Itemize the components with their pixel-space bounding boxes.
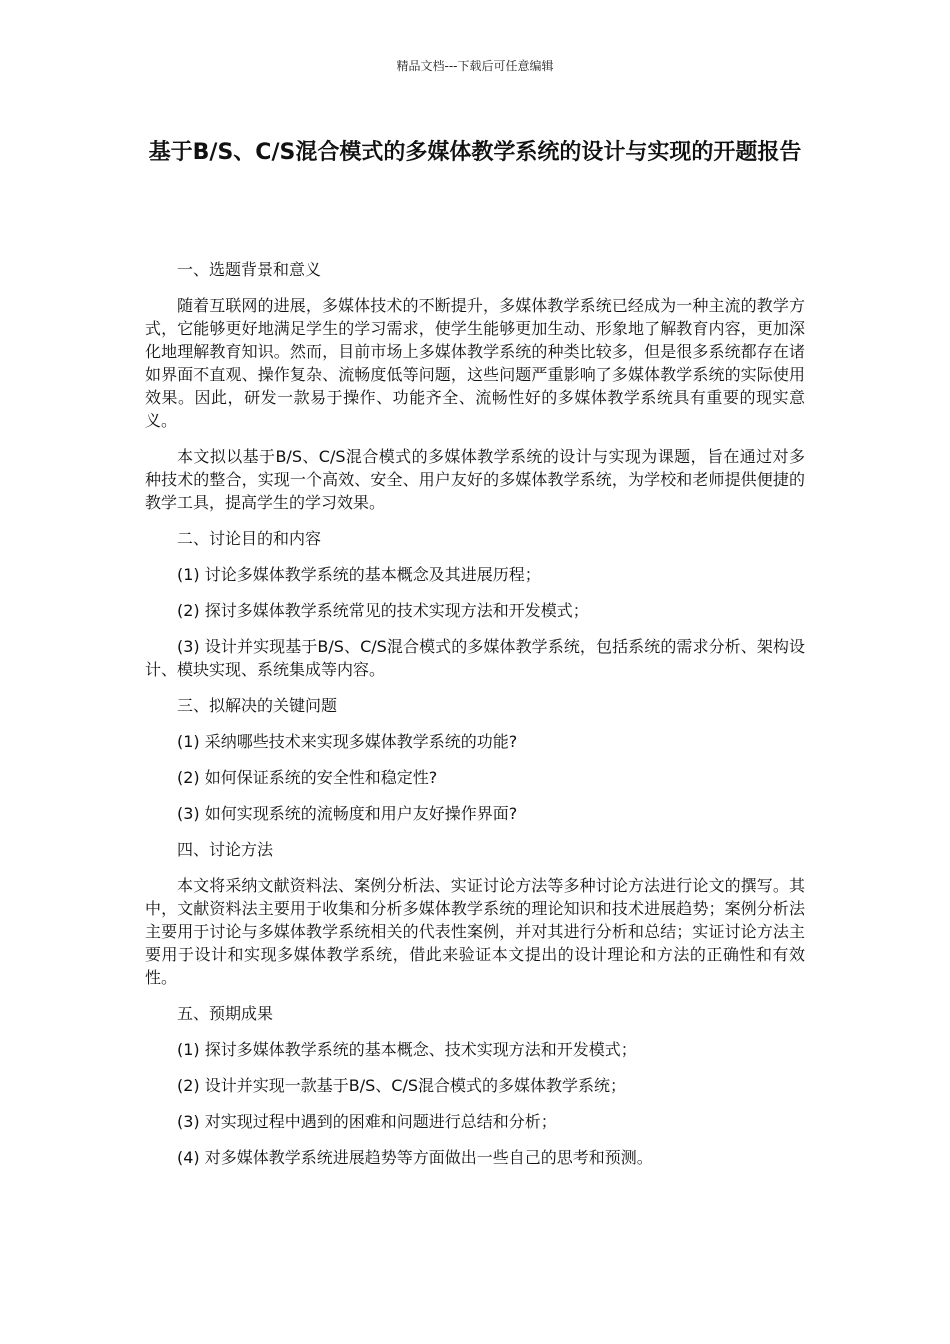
section-heading-background: 一、选题背景和意义	[177, 260, 322, 279]
list-item: (3) 对实现过程中遇到的困难和问题进行总结和分析；	[177, 1112, 557, 1131]
paragraph-background-2: 本文拟以基于B/S、C/S混合模式的多媒体教学系统的设计与实现为课题，旨在通过对多种技术的整合，实现一个高效、安全、用户友好的多媒体教学系统，为学校和老师提供便捷的教学工具，提高学生的学习效果。	[145, 447, 805, 512]
list-item: (2) 设计并实现一款基于B/S、C/S混合模式的多媒体教学系统；	[177, 1076, 626, 1095]
list-item: (4) 对多媒体教学系统进展趋势等方面做出一些自己的思考和预测。	[177, 1148, 653, 1167]
document-body	[145, 258, 805, 1182]
section-heading-methods: 四、讨论方法	[177, 840, 274, 859]
section-heading-key-problems: 三、拟解决的关键问题	[177, 696, 338, 715]
page-header-note: 精品文档---下载后可任意编辑	[396, 59, 554, 73]
list-item: (2) 如何保证系统的安全性和稳定性?	[177, 768, 438, 787]
list-item: (1) 探讨多媒体教学系统的基本概念、技术实现方法和开发模式；	[177, 1040, 637, 1059]
paragraph-methods: 本文将采纳文献资料法、案例分析法、实证讨论方法等多种讨论方法进行论文的撰写。其中，文献资料法主要用于收集和分析多媒体教学系统的理论知识和技术进展趋势；案例分析法主要用于讨论与多媒体教学系统相关的代表性案例，并对其进行分析和总结；实证讨论方法主要用于设计和实现多媒体教学系统，借此来验证本文提出的设计理论和方法的正确性和有效性。	[145, 876, 805, 987]
section-heading-expected-results: 五、预期成果	[177, 1004, 274, 1023]
list-item: (3) 如何实现系统的流畅度和用户友好操作界面?	[177, 804, 518, 823]
document-title: 基于B/S、C/S混合模式的多媒体教学系统的设计与实现的开题报告	[148, 140, 802, 165]
paragraph-background-1: 随着互联网的进展，多媒体技术的不断提升，多媒体教学系统已经成为一种主流的教学方式，它能够更好地满足学生的学习需求，使学生能够更加生动、形象地了解教育内容，更加深化地理解教育知识。然而，目前市场上多媒体教学系统的种类比较多，但是很多系统都存在诸如界面不直观、操作复杂、流畅度低等问题，这些问题严重影响了多媒体教学系统的实际使用效果。因此，研发一款易于操作、功能齐全、流畅性好的多媒体教学系统具有重要的现实意义。	[145, 296, 805, 430]
section-heading-objectives: 二、讨论目的和内容	[177, 529, 322, 548]
list-item: (3) 设计并实现基于B/S、C/S混合模式的多媒体教学系统，包括系统的需求分析、架构设计、模块实现、系统集成等内容。	[145, 637, 805, 679]
list-item: (2) 探讨多媒体教学系统常见的技术实现方法和开发模式；	[177, 601, 589, 620]
list-item: (1) 采纳哪些技术来实现多媒体教学系统的功能?	[177, 732, 518, 751]
list-item: (1) 讨论多媒体教学系统的基本概念及其进展历程；	[177, 565, 541, 584]
